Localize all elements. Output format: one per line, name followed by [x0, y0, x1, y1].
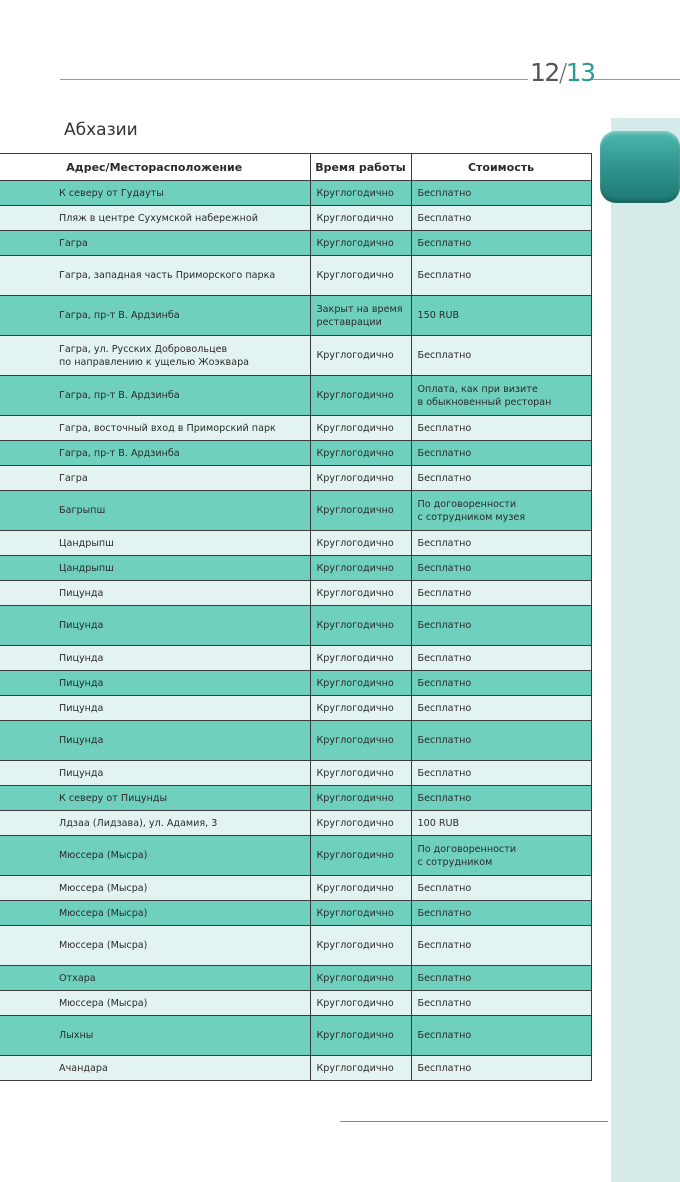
table-row — [0, 581, 591, 606]
address-cell: Лыхны — [0, 1016, 310, 1056]
table-row — [0, 606, 591, 646]
table-row — [0, 646, 591, 671]
cost-cell: Бесплатно — [411, 441, 591, 466]
footer-rule — [340, 1121, 608, 1122]
table-row — [0, 256, 591, 296]
hours-cell: Круглогодично — [310, 231, 411, 256]
table-row — [0, 926, 591, 966]
address-cell: К северу от Гудауты — [0, 181, 310, 206]
address-cell: Лдзаа (Лидзава), ул. Адамия, 3 — [0, 811, 310, 836]
table-row — [0, 466, 591, 491]
total-page-number: 13 — [565, 58, 595, 87]
table-row — [0, 901, 591, 926]
address-cell: Цандрыпш — [0, 531, 310, 556]
table-row — [0, 1056, 591, 1081]
hours-cell: Круглогодично — [310, 761, 411, 786]
hours-cell: Круглогодично — [310, 696, 411, 721]
hours-cell: Круглогодично — [310, 671, 411, 696]
address-cell: Багрыпш — [0, 491, 310, 531]
address-cell: Мюссера (Мысра) — [0, 876, 310, 901]
table-row — [0, 721, 591, 761]
table-row — [0, 1016, 591, 1056]
page-indicator — [530, 58, 595, 88]
address-cell: Ачандара — [0, 1056, 310, 1081]
page-separator: / — [558, 58, 566, 87]
cost-cell: Бесплатно — [411, 901, 591, 926]
address-cell: Мюссера (Мысра) — [0, 901, 310, 926]
hours-cell: Круглогодично — [310, 336, 411, 376]
table-body — [0, 181, 591, 1081]
cost-cell: Бесплатно — [411, 1016, 591, 1056]
hours-cell: Круглогодично — [310, 876, 411, 901]
hours-cell: Круглогодично — [310, 721, 411, 761]
address-cell: Гагра — [0, 466, 310, 491]
table-row — [0, 876, 591, 901]
address-cell: Мюссера (Мысра) — [0, 991, 310, 1016]
address-cell: Пицунда — [0, 646, 310, 671]
hours-cell: Круглогодично — [310, 1016, 411, 1056]
table-row — [0, 556, 591, 581]
cost-cell: Бесплатно — [411, 581, 591, 606]
cost-cell: Бесплатно — [411, 671, 591, 696]
hours-cell: Круглогодично — [310, 811, 411, 836]
header-rule — [60, 79, 528, 80]
cost-cell: Бесплатно — [411, 696, 591, 721]
cost-cell: Бесплатно — [411, 231, 591, 256]
hours-cell: Круглогодично — [310, 181, 411, 206]
address-cell: Пицунда — [0, 721, 310, 761]
address-cell: Отхара — [0, 966, 310, 991]
hours-cell: Круглогодично — [310, 531, 411, 556]
table-row — [0, 296, 591, 336]
hours-cell: Круглогодично — [310, 256, 411, 296]
hours-cell: Круглогодично — [310, 466, 411, 491]
address-cell: Пицунда — [0, 761, 310, 786]
cost-cell: Бесплатно — [411, 761, 591, 786]
cost-cell: По договоренности с сотрудником — [411, 836, 591, 876]
cost-cell: По договоренности с сотрудником музея — [411, 491, 591, 531]
address-cell: Гагра, пр-т В. Ардзинба — [0, 376, 310, 416]
table-row — [0, 811, 591, 836]
table-row — [0, 491, 591, 531]
column-header-hours: Время работы — [310, 154, 411, 181]
hours-cell: Круглогодично — [310, 556, 411, 581]
address-cell: К северу от Пицунды — [0, 786, 310, 811]
table-header-row — [0, 154, 591, 181]
hours-cell: Круглогодично — [310, 926, 411, 966]
hours-cell: Круглогодично — [310, 581, 411, 606]
table-row — [0, 966, 591, 991]
table-row — [0, 336, 591, 376]
table-row — [0, 836, 591, 876]
address-cell: Мюссера (Мысра) — [0, 836, 310, 876]
column-header-cost: Стоимость — [411, 154, 591, 181]
side-margin-strip — [611, 118, 680, 1182]
current-page-number: 12 — [530, 58, 559, 87]
hours-cell: Круглогодично — [310, 206, 411, 231]
table-row — [0, 531, 591, 556]
cost-cell: Бесплатно — [411, 646, 591, 671]
hours-cell: Круглогодично — [310, 991, 411, 1016]
table-row — [0, 416, 591, 441]
table-row — [0, 696, 591, 721]
hours-cell: Круглогодично — [310, 646, 411, 671]
cost-cell: Бесплатно — [411, 531, 591, 556]
places-table — [0, 153, 592, 1081]
cost-cell: 100 RUB — [411, 811, 591, 836]
table-row — [0, 206, 591, 231]
cost-cell: Оплата, как при визите в обыкновенный ресторан — [411, 376, 591, 416]
hours-cell: Закрыт на время реставрации — [310, 296, 411, 336]
cost-cell: Бесплатно — [411, 721, 591, 761]
cost-cell: Бесплатно — [411, 991, 591, 1016]
table-row — [0, 991, 591, 1016]
hours-cell: Круглогодично — [310, 376, 411, 416]
address-cell: Гагра, пр-т В. Ардзинба — [0, 441, 310, 466]
cost-cell: Бесплатно — [411, 1056, 591, 1081]
hours-cell: Круглогодично — [310, 606, 411, 646]
address-cell: Пицунда — [0, 671, 310, 696]
address-cell: Гагра, пр-т В. Ардзинба — [0, 296, 310, 336]
hours-cell: Круглогодично — [310, 491, 411, 531]
hours-cell: Круглогодично — [310, 836, 411, 876]
hours-cell: Круглогодично — [310, 966, 411, 991]
cost-cell: Бесплатно — [411, 206, 591, 231]
table-row — [0, 761, 591, 786]
address-cell: Гагра, ул. Русских Добровольцев по направлению к ущелью Жоэквара — [0, 336, 310, 376]
header-rule-right — [592, 79, 680, 80]
address-cell: Пицунда — [0, 696, 310, 721]
table-row — [0, 671, 591, 696]
section-title: Абхазии — [64, 120, 138, 140]
hours-cell: Круглогодично — [310, 441, 411, 466]
hours-cell: Круглогодично — [310, 786, 411, 811]
cost-cell: Бесплатно — [411, 181, 591, 206]
cost-cell: Бесплатно — [411, 606, 591, 646]
cost-cell: Бесплатно — [411, 416, 591, 441]
address-cell: Пляж в центре Сухумской набережной — [0, 206, 310, 231]
address-cell: Мюссера (Мысра) — [0, 926, 310, 966]
table-row — [0, 231, 591, 256]
cost-cell: Бесплатно — [411, 256, 591, 296]
address-cell: Пицунда — [0, 581, 310, 606]
hours-cell: Круглогодично — [310, 416, 411, 441]
address-cell: Гагра, восточный вход в Приморский парк — [0, 416, 310, 441]
address-cell: Цандрыпш — [0, 556, 310, 581]
cost-cell: Бесплатно — [411, 556, 591, 581]
cost-cell: Бесплатно — [411, 876, 591, 901]
address-cell: Гагра, западная часть Приморского парка — [0, 256, 310, 296]
chapter-tab-button[interactable] — [600, 131, 680, 203]
hours-cell: Круглогодично — [310, 1056, 411, 1081]
table-row — [0, 441, 591, 466]
cost-cell: 150 RUB — [411, 296, 591, 336]
address-cell: Пицунда — [0, 606, 310, 646]
address-cell: Гагра — [0, 231, 310, 256]
table-row — [0, 181, 591, 206]
cost-cell: Бесплатно — [411, 786, 591, 811]
cost-cell: Бесплатно — [411, 336, 591, 376]
table-row — [0, 376, 591, 416]
cost-cell: Бесплатно — [411, 926, 591, 966]
hours-cell: Круглогодично — [310, 901, 411, 926]
cost-cell: Бесплатно — [411, 466, 591, 491]
cost-cell: Бесплатно — [411, 966, 591, 991]
column-header-address: Адрес/Месторасположение — [0, 154, 310, 181]
table-row — [0, 786, 591, 811]
